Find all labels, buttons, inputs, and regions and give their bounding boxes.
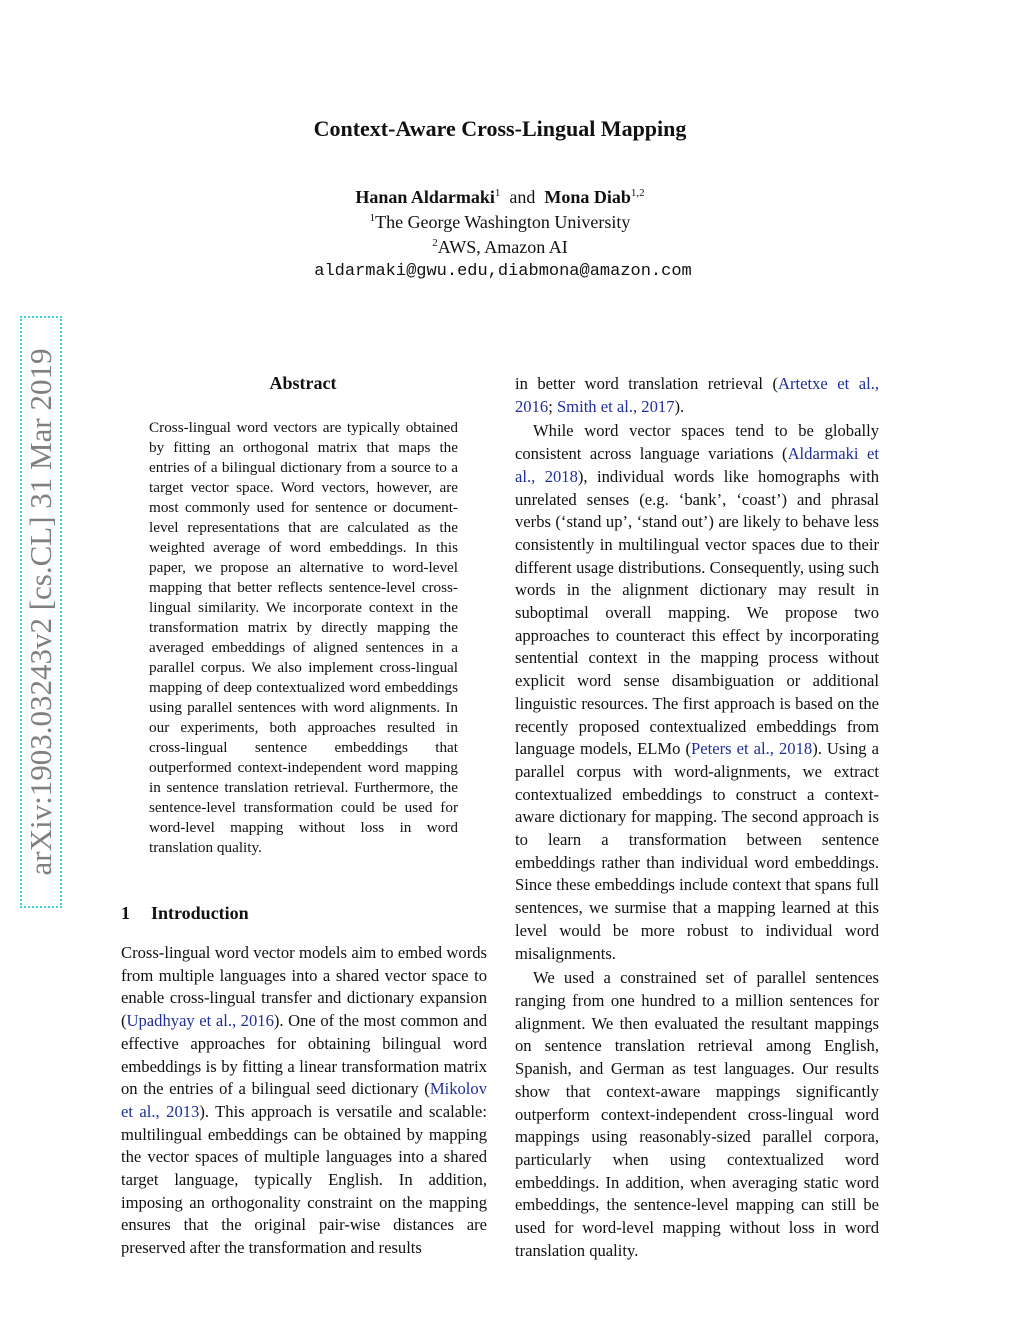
intro-text: ). This approach is versatile and scalable: multilingual embeddings can be obtained by mapping the vector spaces of multiple languages into a shared target language, typically English. In addition, imposing an orthogonality constraint on the mapping ensures that the original pair-wise distances are preserved after the transformation and results [121,1101,488,1258]
section-title: Introduction [151,903,249,923]
citation-link[interactable]: Upadhyay et al., 2016 [126,1011,274,1031]
affiliation-name-1: The George Washington University [375,212,631,232]
right-column [515,373,879,1262]
intro-text: ). Using a parallel corpus with word-alignments, we extract contextualized embeddings to construct a context-aware dictionary for mapping. The second approach is to learn a transformation between sentence embeddings rather than individual word embeddings. Since these embeddings include context that spans full sentences, we surmise that a mapping learned at this level would be more robust to individual word misalignments. [515,739,879,963]
author-name-2: Mona Diab [544,187,631,207]
author-emails: aldarmaki@gwu.edu,diabmona@amazon.com [314,262,692,281]
citation-link[interactable]: Peters et al., 2018 [691,739,813,759]
intro-paragraph-2 [515,420,879,965]
abstract-text: Cross-lingual word vectors are typically obtained by fitting an orthogonal matrix that maps the entries of a bilingual dictionary from a source to a target vector space. Word vectors, however, are most commonly used for sentence or document-level representations that are calculated as the weighted average of word embeddings. In this paper, we propose an alternative to word-level mapping that better reflects sentence-level cross-lingual similarity. We incorporate context in the transformation matrix by directly mapping the averaged embeddings of aligned sentences in a parallel corpus. We also implement cross-lingual mapping of deep contextualized word embeddings using parallel sentences with word alignments. In our experiments, both approaches resulted in cross-lingual sentence embeddings that outperformed context-independent word mapping in sentence translation retrieval. Furthermore, the sentence-level transformation could be used for word-level mapping without loss in word translation quality. [149,419,458,856]
intro-paragraph-1-continued [515,373,879,418]
affiliation-marker-1: 1 [369,212,376,224]
abstract-heading: Abstract [269,373,337,393]
author-line [0,187,1000,208]
intro-text: in better word translation retrieval ( [515,374,779,393]
section-number: 1 [121,903,130,923]
intro-text: ; [548,396,557,416]
intro-text: ). One of the most common and effective approaches for obtaining bilingual word embeddings is by fitting a linear transformation matrix on the entries of a bilingual seed dictionary ( [121,1011,487,1099]
citation-link[interactable]: Mikolov et al., 2013 [121,1079,487,1121]
intro-text: While word vector spaces tend to be globally consistent across language variations ( [515,421,879,464]
affiliation-name-2: AWS, Amazon AI [437,237,568,257]
author-affil-marker-1: 1 [494,187,501,199]
affiliation-1 [0,212,1000,233]
citation-link[interactable]: Artetxe et al., 2016 [515,374,879,416]
author-conjunction: and [509,187,536,207]
citation-link[interactable]: Aldarmaki et al., 2018 [515,444,879,486]
section-heading [121,903,249,924]
citation-link[interactable]: Smith et al., 2017 [556,396,675,416]
intro-text: ). [674,396,685,416]
author-name-1: Hanan Aldarmaki [355,187,495,207]
intro-text: ), individual words like homographs with unrelated senses (e.g. ‘bank’, ‘coast’) and phrasal verbs (‘stand up’, ‘stand out’) are likely to behave less consistently in multilingual vector spaces due to their different usage distributions. Consequently, using such words in the alignment dictionary may result in suboptimal overall mapping. We propose two approaches to counteract this effect by incorporating sentential context in the mapping process without explicit word sense disambiguation or additional linguistic resources. The first approach is based on the recently proposed contextualized embeddings from language models, ELMo ( [515,466,879,759]
intro-paragraph-1 [121,942,487,1260]
affiliation-marker-2: 2 [432,237,438,249]
paper-title: Context-Aware Cross-Lingual Mapping [313,116,687,141]
arxiv-stamp: arXiv:1903.03243v2 [cs.CL] 31 Mar 2019 [23,348,58,876]
affiliation-2 [0,237,1000,258]
intro-text: Cross-lingual word vector models aim to embed words from multiple languages into a shared vector space to enable cross-lingual transfer and dictionary expansion ( [121,943,487,1031]
intro-paragraph-3: We used a constrained set of parallel sentences ranging from one hundred to a million sentences for alignment. We then evaluated the resultant mappings on sentence translation retrieval among English, Spanish, and German as test languages. Our results show that context-aware mappings significantly outperform context-independent cross-lingual word mappings using reasonably-sized parallel corpora, particularly when using contextualized word embeddings. In addition, when averaging static word embeddings, the sentence-level mapping can still be used for word-level mapping without loss in word translation quality. [515,968,879,1260]
author-affil-marker-2: 1,2 [630,187,645,199]
